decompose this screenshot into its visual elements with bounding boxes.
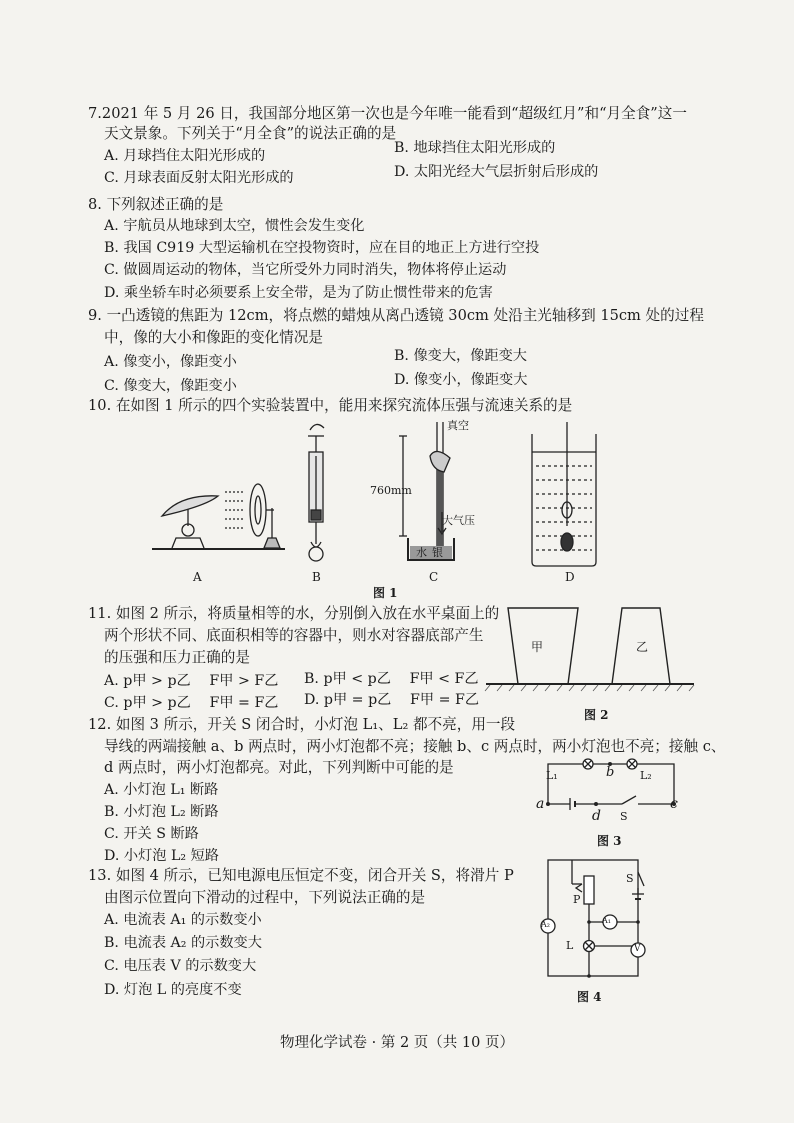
fig1-label-d: D: [565, 570, 575, 584]
q9-option-b: B. 像变大，像距变大: [394, 348, 527, 364]
q13-stem-line1: 13. 如图 4 所示，已知电源电压恒定不变，闭合开关 S，将滑片 P: [88, 867, 514, 884]
fig3-point-a: a: [536, 796, 545, 812]
page-footer: 物理化学试卷 · 第 2 页（共 10 页）: [280, 1035, 514, 1051]
fig1-label-a: A: [193, 570, 202, 584]
q12-option-d: D. 小灯泡 L₂ 短路: [104, 848, 219, 864]
q7-option-a: A. 月球挡住太阳光形成的: [104, 148, 266, 164]
q12-stem-line3: d 两点时，两小灯泡都亮。对此，下列判断中可能的是: [104, 759, 454, 776]
q13-option-b: B. 电流表 A₂ 的示数变大: [104, 935, 262, 951]
fig4-slider-p: P: [573, 893, 581, 906]
fig2-container-jia: 甲: [531, 640, 544, 654]
fig2-container-yi: 乙: [636, 640, 649, 654]
q11-stem-line1: 11. 如图 2 所示，将质量相等的水，分别倒入放在水平桌面上的: [88, 605, 500, 622]
figure-2-caption: 图 2: [584, 708, 609, 722]
q8-option-b: B. 我国 C919 大型运输机在空投物资时，应在目的地正上方进行空投: [104, 240, 540, 256]
fig3-point-b: b: [606, 765, 615, 780]
q13-option-c: C. 电压表 V 的示数变大: [104, 958, 257, 974]
q9-option-d: D. 像变小，像距变大: [394, 372, 528, 388]
fig3-label-l1: L₁: [546, 769, 558, 782]
q8-stem: 8. 下列叙述正确的是: [88, 196, 224, 213]
q9-stem-line1: 9. 一凸透镜的焦距为 12cm，将点燃的蜡烛从离凸透镜 30cm 处沿主光轴移到 15cm 处的过程: [88, 307, 704, 324]
q13-stem-line2: 由图示位置向下滑动的过程中，下列说法正确的是: [104, 889, 426, 906]
fig3-switch-s: S: [620, 810, 628, 823]
q8-option-a: A. 宇航员从地球到太空，惯性会发生变化: [104, 218, 365, 234]
q13-option-d: D. 灯泡 L 的亮度不变: [104, 982, 242, 998]
q11-option-c: C. p甲 > p乙 F甲 = F乙: [104, 695, 279, 711]
figure-4-caption: 图 4: [577, 990, 602, 1004]
q13-option-a: A. 电流表 A₁ 的示数变小: [104, 912, 262, 928]
q7-stem-line2: 天文景象。下列关于“月全食”的说法正确的是: [104, 125, 397, 142]
q12-option-b: B. 小灯泡 L₂ 断路: [104, 804, 219, 820]
fig4-voltmeter-v: V: [634, 944, 641, 954]
q7-stem-line1: 7.2021 年 5 月 26 日，我国部分地区第一次也是今年唯一能看到“超级红月”和“月全食”这一: [88, 105, 687, 122]
q11-option-b: B. p甲 < p乙 F甲 < F乙: [304, 671, 479, 687]
fig1-water-label: 水: [416, 546, 427, 559]
fig1-silver-label: 银: [432, 546, 443, 559]
fig1-atm-label: 大气压: [442, 514, 475, 527]
figure-4-circuit: [536, 854, 666, 984]
fig1-vacuum-label: 真空: [447, 419, 469, 432]
fig1-label-c: C: [429, 570, 439, 584]
q7-option-d: D. 太阳光经大气层折射后形成的: [394, 164, 599, 180]
fig1-label-b: B: [312, 570, 321, 584]
q11-option-d: D. p甲 = p乙 F甲 = F乙: [304, 692, 480, 708]
q8-option-c: C. 做圆周运动的物体，当它所受外力同时消失，物体将停止运动: [104, 262, 507, 278]
figure-1-apparatus: [140, 416, 610, 594]
q9-stem-line2: 中，像的大小和像距的变化情况是: [104, 329, 323, 346]
q10-stem: 10. 在如图 1 所示的四个实验装置中，能用来探究流体压强与流速关系的是: [88, 397, 573, 414]
figure-2-containers: [480, 600, 702, 700]
q11-stem-line3: 的压强和压力正确的是: [104, 649, 250, 666]
figure-3-caption: 图 3: [597, 834, 622, 848]
fig3-label-l2: L₂: [640, 769, 652, 782]
q9-option-a: A. 像变小，像距变小: [104, 354, 237, 370]
q8-option-d: D. 乘坐轿车时必须要系上安全带，是为了防止惯性带来的危害: [104, 285, 493, 301]
q12-option-c: C. 开关 S 断路: [104, 826, 199, 842]
fig4-lamp-l: L: [566, 939, 574, 952]
fig3-point-c: c: [670, 796, 678, 812]
q7-option-c: C. 月球表面反射太阳光形成的: [104, 170, 294, 186]
fig3-point-d: d: [592, 808, 601, 824]
fig4-ammeter-a1: A₁: [602, 916, 611, 925]
q11-stem-line2: 两个形状不同、底面积相等的容器中，则水对容器底部产生: [104, 627, 484, 644]
q9-option-c: C. 像变大，像距变小: [104, 378, 237, 394]
q7-option-b: B. 地球挡住太阳光形成的: [394, 140, 556, 156]
fig1-760mm-label: 760mm: [370, 484, 412, 497]
q11-option-a: A. p甲 > p乙 F甲 > F乙: [104, 673, 279, 689]
q12-option-a: A. 小灯泡 L₁ 断路: [104, 782, 219, 798]
fig4-ammeter-a2: A₂: [541, 920, 550, 929]
q12-stem-line1: 12. 如图 3 所示，开关 S 闭合时，小灯泡 L₁、L₂ 都不亮，用一段: [88, 716, 516, 733]
figure-1-caption: 图 1: [373, 586, 398, 600]
q12-stem-line2: 导线的两端接触 a、b 两点时，两小灯泡都不亮；接触 b、c 两点时，两小灯泡也不亮；接触 c、: [104, 738, 726, 755]
fig4-switch-s: S: [626, 872, 634, 885]
